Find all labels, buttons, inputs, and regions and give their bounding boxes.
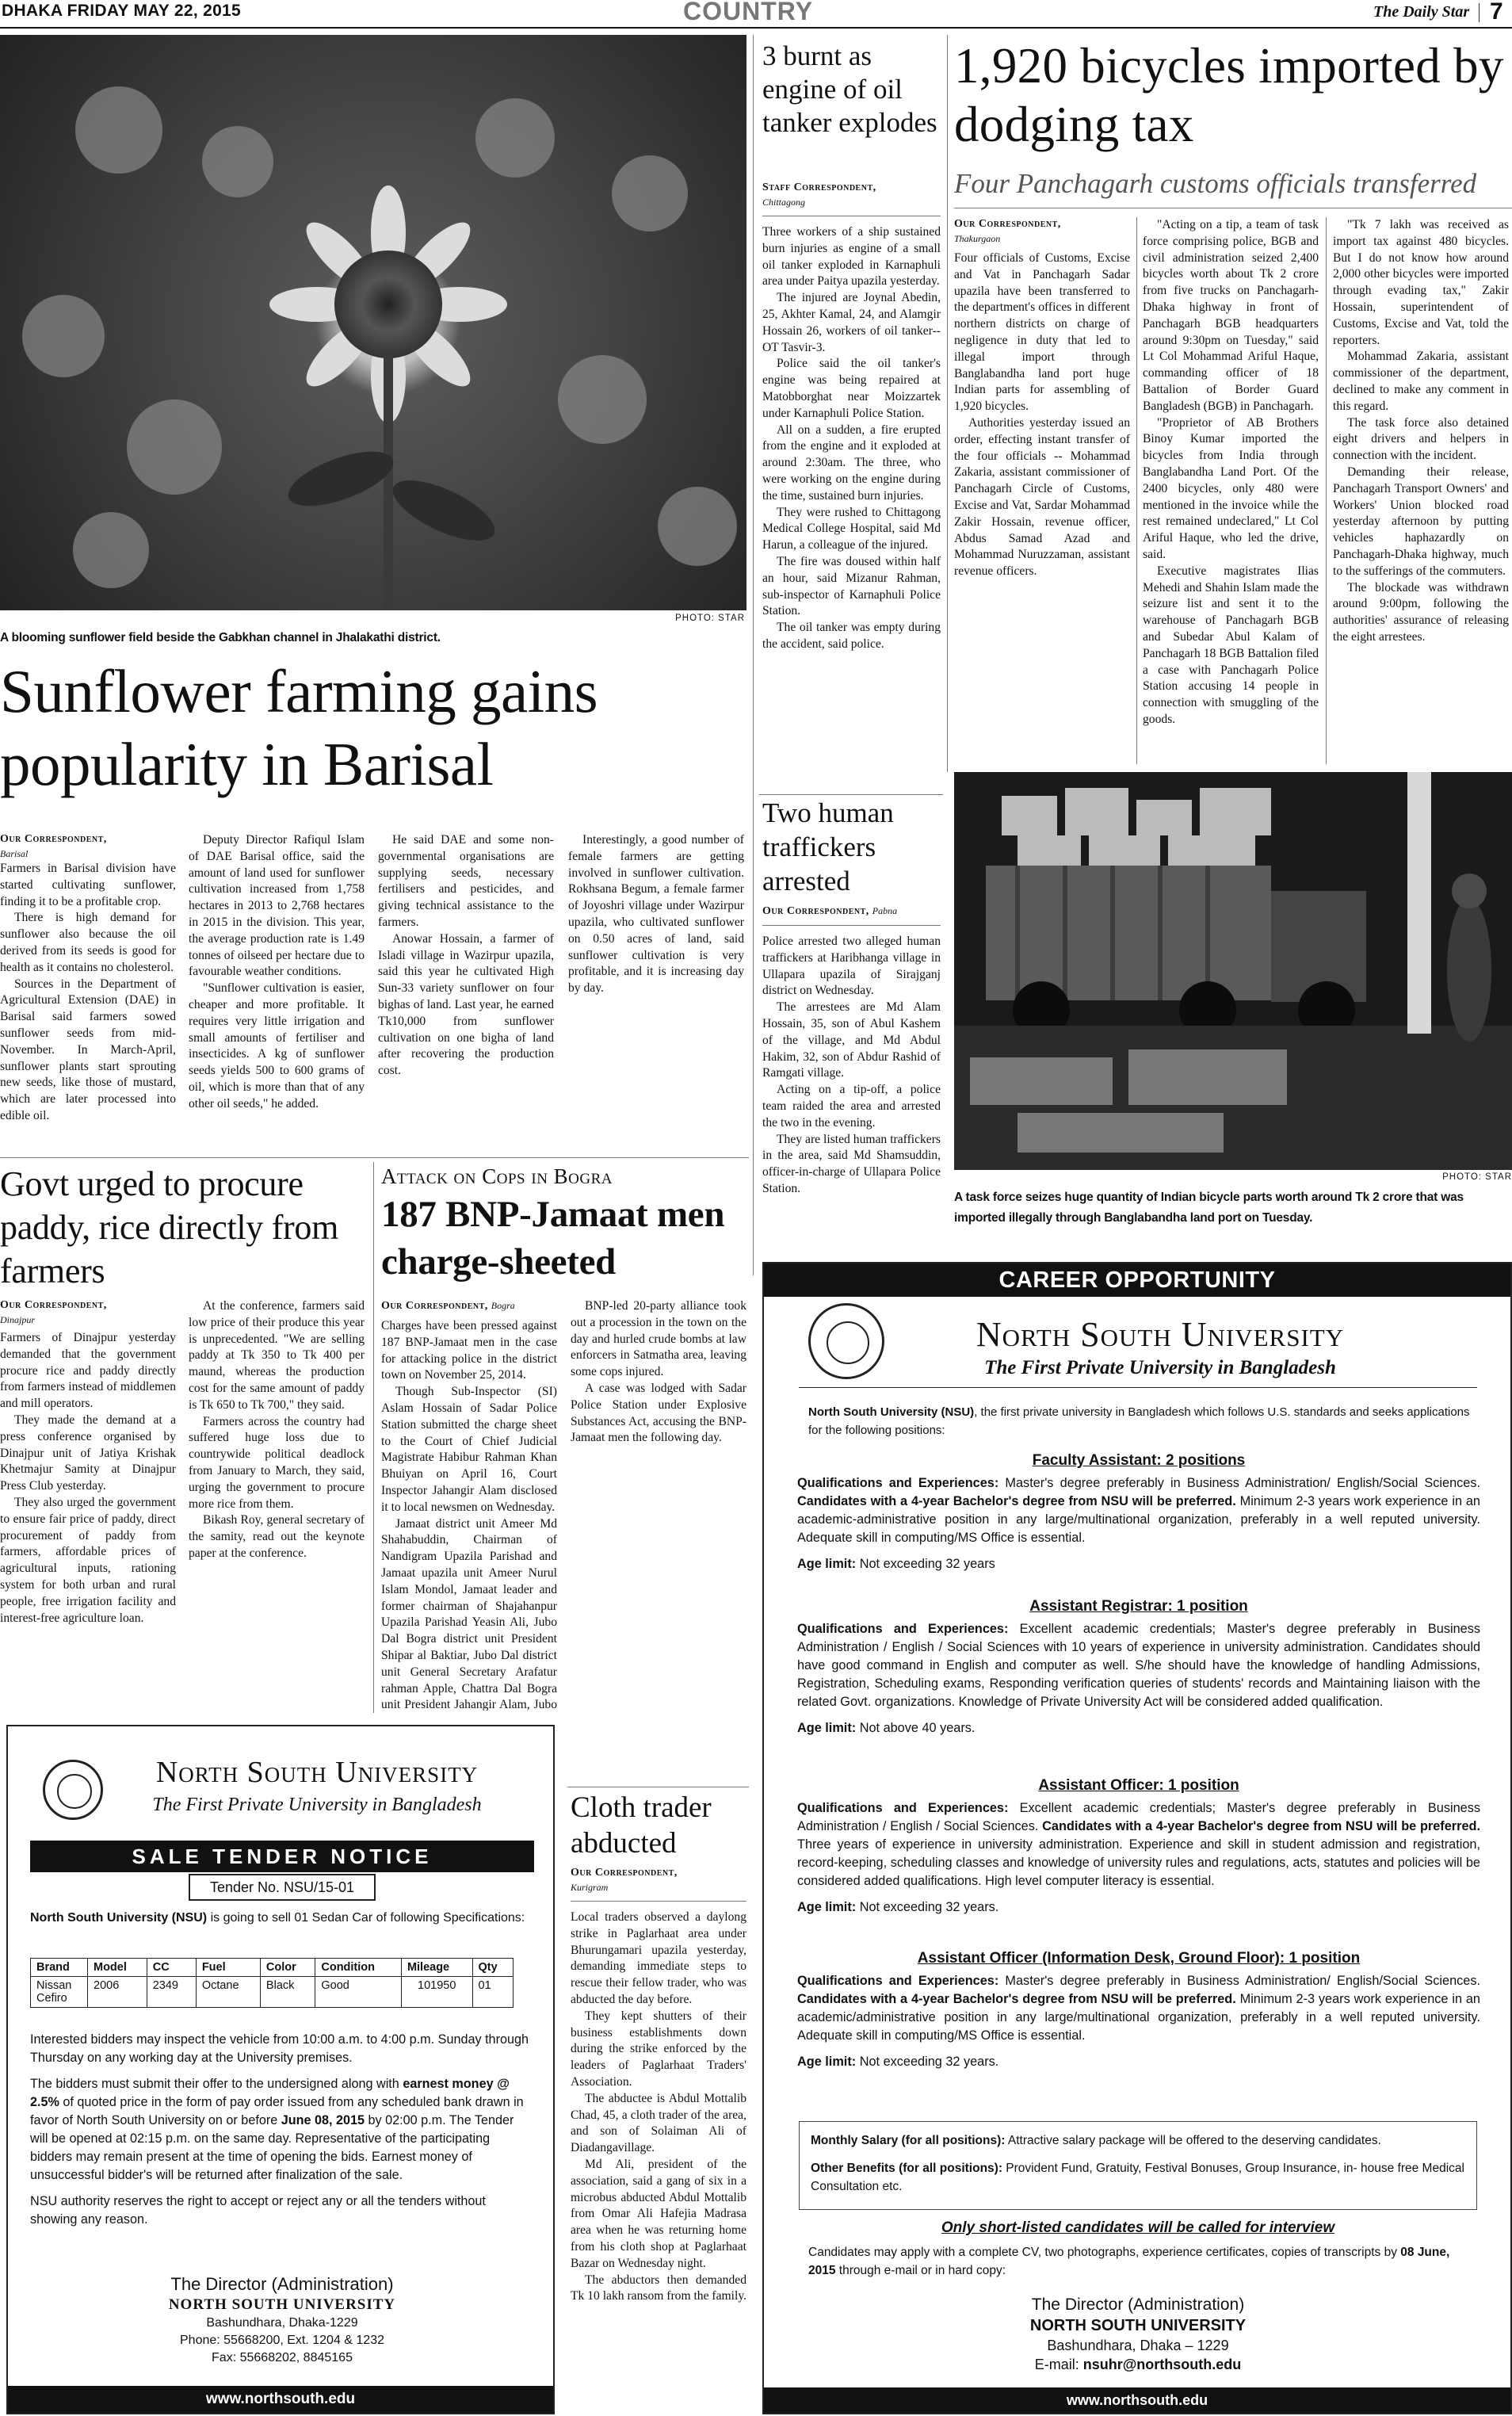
paragraph: Deputy Director Rafiqul Islam of DAE Barisal office, said the amount of land used for sunflower cultivation increased from 1,758 hectares in 2013 to 2,768 hectares in 2015 in the division. This year, the average production rate is 1.49 tonnes of oilseed per hectare due to favourable weather conditions. (189, 833, 365, 979)
benefits-text: Other Benefits (for all positions): Provident Fund, Gratuity, Festival Bonuses, Group Insurance, in- house free Medical Consultation etc. (811, 2162, 1464, 2193)
paragraph: The fire was doused within half an hour, said Mizanur Rahman, sub-inspector of Karnaphuli Police Station. (762, 554, 941, 618)
sunflower-col-4 (568, 832, 744, 1149)
paragraph: Demanding their release, Panchagarh Transport Owners' and Workers' Union blocked road yesterday afternoon by putting vehicles haphazardly on Panchagarh-Dhaka highway, much to the sufferings of the commuters. (1333, 464, 1509, 578)
table-header: Mileage (401, 1959, 472, 1977)
signatory-title: The Director (Administration) (1031, 2296, 1245, 2314)
paragraph: Three workers of a ship sustained burn injuries as engine of a small oil tanker exploded in Karnaphuli area under Paitya upazila yesterday. (762, 225, 941, 289)
cloth-byline: Our Correspondent, Kurigram (571, 1866, 746, 1902)
paragraph: The abductors then demanded Tk 10 lakh ransom from the family. (571, 2273, 746, 2303)
oiltanker-body (762, 181, 941, 791)
cloth-headline: Cloth trader abducted (571, 1791, 712, 1860)
table-cell: 2006 (88, 1977, 147, 2008)
table-cell: Good (315, 1977, 402, 2008)
job-qualifications: Qualifications and Experiences: Excellent academic credentials; Master's degree preferably in Business Administration / English / Social Sciences with 10 years of experience in university administration. Candidates should have good command in English and computer as well. S/he should have the knowledge of handling Admissions, Registration, Scheduling exams, Responding verification queries of students' records and Maintaining liaison with the related Govt. organizations. Knowledge of Private University Act will be considered added qualification. (797, 1622, 1480, 1709)
shortlist-note: Only short-listed candidates will be called for interview (941, 2219, 1335, 2236)
paragraph: "Sunflower cultivation is easier, cheaper and more profitable. It requires very little irrigation and small amounts of fertiliser and insecticides. A kg of sunflower seeds yields 500 to 600 grams of oil, which is more than that of any other oil seeds," he added. (189, 981, 365, 1111)
table-header: CC (147, 1959, 196, 1977)
apply-instructions: Candidates may apply with a complete CV, two photographs, experience certificates, copies of transcripts by 08 June, 2015 through e-mail or in hard copy: (808, 2246, 1450, 2277)
header-rule (799, 1387, 1477, 1388)
column-rule (1326, 217, 1327, 764)
sunflower-headline: Sunflower farming gains popularity in Barisal (0, 657, 598, 798)
tender-signature (30, 2273, 534, 2367)
sunflower-col-2 (189, 832, 365, 1149)
paddy-col-1 (0, 1298, 176, 1711)
truck-illustration (954, 772, 1512, 1170)
bogra-kicker: Attack on Cops in Bogra (381, 1164, 613, 1188)
table-header-row (31, 1959, 514, 1977)
paragraph: They made the demand at a press conference organised by Dinajpur unit of Jatiya Krishak Khetmajur Samity at Dinajpur Press Club yesterday. (0, 1413, 176, 1493)
job-assistant-officer-info-desk (797, 1950, 1480, 2071)
signatory-address: Bashundhara, Dhaka – 1229 (1047, 2338, 1229, 2353)
table-header: Condition (315, 1959, 402, 1977)
nsu-seal (43, 1760, 103, 1820)
column-rule (947, 35, 948, 772)
tender-university-name: North South University (155, 1756, 479, 1789)
nsu-seal (808, 1303, 884, 1379)
tender-inspection-text: Interested bidders may inspect the vehicle from 10:00 a.m. to 4:00 p.m. Sunday through Thursday on any working day at the University premises. (30, 2032, 529, 2065)
paragraph: He said DAE and some non-governmental organisations are supplying seeds, necessary fertilisers and pesticides, and giving technical assistance to the farmers. (378, 833, 554, 929)
paragraph: "Proprietor of AB Brothers Binoy Kumar imported the bicycles from India through Banglabandha Land Port. Of the 2400 bicycles, only 480 were mentioned in the invoice while the rest remained undeclared," Lt Col Ariful Haque, who led the drive, said. (1143, 415, 1319, 561)
bicycles-col-3 (1333, 217, 1509, 772)
sunflower-photo (0, 35, 746, 610)
bicycles-col-2 (1143, 217, 1319, 772)
bicycles-headline: 1,920 bicycles imported by dodging tax (954, 38, 1504, 152)
paragraph: They kept shutters of their business establishments down during the strike enforced by the leaders of Paglarhaat Traders' Association. (571, 2009, 746, 2089)
career-signature (799, 2294, 1477, 2374)
column-rule (753, 35, 754, 1275)
signatory-fax: Fax: 55668202, 8845165 (212, 2351, 353, 2364)
traffickers-body (762, 904, 941, 1278)
bogra-byline: Our Correspondent, Bogra (381, 1300, 515, 1312)
paragraph: A case was lodged with Sadar Police Station under Explosive Substances Act, accusing the BNP-Jamaat men the following day. (571, 1381, 746, 1445)
paragraph: The arrestees are Md Alam Hossain, 35, son of Abul Kashem of the village, and Md Abdul Hakim, 32, son of Abdur Rashid of Ramgati village. (762, 1000, 941, 1080)
sunflower-photo-caption: A blooming sunflower field beside the Gabkhan channel in Jhalakathi district. (0, 631, 441, 644)
paddy-byline: Our Correspondent, Dinajpur (0, 1299, 107, 1325)
page-number: 7 (1490, 0, 1503, 25)
job-title: Assistant Registrar: 1 position (1029, 1598, 1248, 1615)
job-age-limit: Age limit: Not exceeding 32 years. (797, 1900, 999, 1914)
job-age-limit: Age limit: Not exceeding 32 years. (797, 2055, 999, 2069)
signatory-org: NORTH SOUTH UNIVERSITY (168, 2296, 396, 2313)
table-cell: Octane (196, 1977, 260, 2008)
paper-name: The Daily Star (1373, 3, 1470, 21)
tender-submission-text: The bidders must submit their offer to the undersigned along with earnest money @ 2.5% of quoted price in the form of pay order issued from any scheduled bank drawn in favor of North South University on or before June 08, 2015 by 02:00 p.m. The Tender will be opened at 02:15 p.m. on the same day. Representative of the participating bidders may remain present at the time of opening the bids. Earnest money of unsuccessful bidder's will be returned after finalization of the sale. (30, 2077, 524, 2182)
bogra-headline: 187 BNP-Jamaat men charge-sheeted (381, 1194, 725, 1283)
career-banner: CAREER OPPORTUNITY (764, 1263, 1510, 1297)
paragraph: All on a sudden, a fire erupted from the engine and it exploded at around 2:30am. The three, who were working on the engine during the time, sustained burn injuries. (762, 422, 941, 503)
paragraph: Jamaat district unit Ameer Md Shahabuddin, Chairman of Nandigram Upazila Parishad and Jamaat upazila unit Ameer Nurul Islam Mondol, Jamaat leader and former chairman of Shajahanpur Upazila Parishad Yeasin Ali, Jubo Dal Bogra district unit President Shipar al Baktiar, Jubo Dal district unit General Secretary Arafatur rahman Apple, Chattra Dal Bogra unit President Jahangir Alam, Jubo (381, 1516, 557, 1711)
paragraph: Police said the oil tanker's engine was being repaired at Matobborghat near Moizzartek under Karnaphuli Police Station. (762, 357, 941, 420)
table-header: Qty (472, 1959, 514, 1977)
paragraph: Farmers across the country had suffered huge loss due to countrywide political deadlock from January to March, they said, urging the government to procure more rice from them. (189, 1414, 365, 1511)
paragraph: Charges have been pressed against 187 BNP-Jamaat men in the case for attacking police in the district town on November 25, 2014. (381, 1319, 557, 1382)
sunflower-illustration (0, 35, 746, 610)
career-tagline: The First Private University in Bangladesh (984, 1357, 1336, 1378)
paragraph: They are listed human traffickers in the area, said Md Shamsuddin, officer-in-charge of Ullapara Police Station. (762, 1132, 941, 1195)
masthead (0, 0, 1512, 32)
paragraph: Bikash Roy, general secretary of the samity, read out the keynote paper at the conference. (189, 1513, 365, 1560)
job-title: Assistant Officer: 1 position (1038, 1777, 1239, 1794)
career-university-name: North South University (976, 1315, 1345, 1354)
paragraph: The oil tanker was empty during the accident, said police. (762, 621, 941, 651)
paragraph: Sources in the Department of Agricultural Extension (DAE) in Barisal said farmers sowed sunflower seeds from mid-November. In March-April, sunflower plants start sprouting new seeds, like those of mustard, which are later processed into edible oil. (0, 977, 176, 1122)
bogra-col-2 (571, 1298, 746, 1790)
salary-text: Monthly Salary (for all positions): Attractive salary package will be offered to the deserving candidates. (811, 2134, 1381, 2147)
column-rule (373, 1162, 374, 1713)
job-faculty-assistant (797, 1444, 1480, 1573)
truck-photo-credit: PHOTO: STAR (1442, 1172, 1512, 1182)
table-header: Model (88, 1959, 147, 1977)
signatory-org: NORTH SOUTH UNIVERSITY (1029, 2317, 1247, 2334)
bicycles-byline: Our Correspondent, Thakurgaon (954, 218, 1061, 244)
paragraph: They also urged the government to ensure fair price of paddy, direct procurement of paddy from farmers, affordable prices of agricultural inputs, rationing system for both urban and rural people, free irrigation facility and interest-free agriculture loan. (0, 1495, 176, 1625)
truck-photo (954, 772, 1512, 1170)
signatory-title: The Director (Administration) (170, 2274, 394, 2294)
paragraph: The abductee is Abdul Mottalib Chad, 45, a cloth trader of the area, and son of Solaiman Ali of Diadangavillage. (571, 2091, 746, 2155)
paragraph: BNP-led 20-party alliance took out a procession in the town on the day and hurled crude bombs at law enforcers in Satmatha area, leaving some cops injured. (571, 1299, 746, 1379)
career-opportunity-ad (762, 1262, 1512, 2414)
table-row (31, 1977, 514, 2008)
job-qualifications: Qualifications and Experiences: Master's degree preferably in Business Administration/ English/Social Sciences. Candidates with a 4-year Bachelor's degree from NSU will be preferred. Minimum 2-3 years work experience in an academic-administrative position in any large/multinational organization, preferably in a well reputed university. Adequate skill in computing/MS Office is essential. (797, 1476, 1480, 1545)
career-url[interactable]: www.northsouth.edu (764, 2387, 1510, 2413)
job-assistant-officer (797, 1777, 1480, 1917)
paragraph: Anowar Hossain, a farmer of Isladi village in Wazirpur upazila, said this year he cultivated High Sun-33 variety sunflower on four bighas of land. Last year, he earned Tk10,000 from sunflower cultivation on one bigha of land after recovering the production cost. (378, 931, 554, 1078)
truck-photo-caption: A task force seizes huge quantity of Indian bicycle parts worth around Tk 2 crore that was imported illegally through Banglabandha land port on Tuesday. (954, 1191, 1464, 1225)
paragraph: At the conference, farmers said low price of their produce this year is unprecedented. "We are selling paddy at Tk 350 to Tk 400 per maund, whereas the production cost for the same amount of paddy is Tk 650 to Tk 700," they said. (189, 1299, 365, 1412)
traffickers-byline: Our Correspondent, Pabna (762, 904, 941, 926)
job-title: Faculty Assistant: 2 positions (1032, 1452, 1246, 1469)
masthead-rule (0, 27, 1512, 29)
paragraph: There is high demand for sunflower also because the oil derived from its seeds is good for health as it contains no cholesterol. (0, 911, 176, 974)
section-title: COUNTRY (683, 0, 814, 25)
paragraph: Though Sub-Inspector (SI) Aslam Hossain of Sadar Police Station submitted the charge sheet to the Court of Chief Judicial Magistrate Habibur Rahman Khan Bhuiyan on April 16, Court Inspector Jahangir Alam disclosed it to local newsmen on Wednesday. (381, 1385, 557, 1514)
oiltanker-byline: Staff Correspondent, Chittagong (762, 181, 941, 216)
paragraph: Executive magistrates Ilias Mehedi and Shahin Islam made the seizure list and sent it to the warehouse of Panchagarh BGB and Subedar Abul Kalam of Panchagarh 18 BGB Battalion filed a case with Panchagarh Police Station accusing 14 people in connection with smuggling of the goods. (1143, 564, 1319, 726)
paddy-headline: Govt urged to procure paddy, rice directly from farmers (0, 1164, 339, 1290)
column-rule (1136, 217, 1137, 764)
paragraph: The injured are Joynal Abedin, 25, Akhter Kamal, 24, and Alamgir Hossain 26, workers of oil tanker-- OT Tasvir-3. (762, 291, 941, 354)
paragraph: Acting on a tip-off, a police team raided the area and arrested the two in the evening. (762, 1083, 941, 1130)
job-assistant-registrar (797, 1598, 1480, 1737)
table-cell: Nissan Cefiro (31, 1977, 88, 2008)
paddy-col-2 (189, 1298, 365, 1711)
bicycles-col-1 (954, 217, 1130, 772)
email-link[interactable]: nsuhr@northsouth.edu (1082, 2357, 1242, 2372)
job-title: Assistant Officer (Information Desk, Ground Floor): 1 position (917, 1950, 1361, 1967)
tender-url[interactable]: www.northsouth.edu (8, 2386, 553, 2413)
car-spec-table (30, 1958, 514, 2008)
tender-tagline: The First Private University in Bangladesh (152, 1795, 482, 1815)
job-age-limit: Age limit: Not above 40 years. (797, 1721, 976, 1735)
tender-notice-ad (6, 1725, 555, 2414)
table-header: Fuel (196, 1959, 260, 1977)
paragraph: Four officials of Customs, Excise and Vat in Panchagarh Sadar upazila have been transferred to the department's offices in different northern districts on charge of negligence in duty that led to illegal import through Banglabandha land port huge Indian parts for assembling of 1,920 bicycles. (954, 251, 1130, 414)
bicycles-subhead: Four Panchagarh customs officials transferred (954, 168, 1477, 199)
tender-intro: North South University (NSU) is going to sell 01 Sedan Car of following Specifications: (30, 1911, 525, 1925)
job-qualifications: Qualifications and Experiences: Excellent academic credentials; Master's degree preferably in Business Administration / English / Social Sciences. Candidates with a 4-year Bachelor's degree from NSU will be preferred. Three years of experience in university administration. Experience and skill in student admission and registration, record-keeping, scheduling classes and knowledge of university rules and regulations, acts, statutes and policies will be considered added qualifications. High level computer literacy is essential. (797, 1801, 1480, 1888)
signatory-email: E-mail: nsuhr@northsouth.edu (1034, 2357, 1242, 2372)
paragraph: Mohammad Zakaria, assistant commissioner of the department, declined to make any comment in this regard. (1333, 350, 1509, 413)
table-header: Brand (31, 1959, 88, 1977)
career-benefits-box (799, 2121, 1477, 2210)
sunflower-byline: Our Correspondent, Barisal (0, 833, 107, 859)
tender-reserve-text: NSU authority reserves the right to accept or reject any or all the tenders without showing any reason. (30, 2194, 486, 2227)
traffickers-headline: Two human traffickers arrested (762, 797, 894, 896)
signatory-phone: Phone: 55668200, Ext. 1204 & 1232 (180, 2334, 384, 2347)
table-cell: Black (260, 1977, 315, 2008)
paragraph: The blockade was withdrawn around 9:00pm, following the authorities' assurance of releasing the eight arrestees. (1333, 580, 1509, 644)
table-header: Color (260, 1959, 315, 1977)
paragraph: Authorities yesterday issued an order, effecting instant transfer of the four officials -- Mohammad Zakaria, assistant commissioner of Panchagarh Circle of Customs, Excise and Vat, Sardar Mohammad Zakir Hossain, revenue officer, Abdus Samad Azad and Mohammad Nuruzzaman, assistant revenue officers. (954, 415, 1130, 579)
paragraph: "Tk 7 lakh was received as import tax against 480 bicycles. But I do not know how around 2,000 other bicycles were imported through evading tax," Zakir Hossain, superintendent of Customs, Excise and Vat, told the reporters. (1333, 218, 1509, 347)
paragraph: Interestingly, a good number of female farmers are getting involved in sunflower cultivation. Rokhsana Begum, a female farmer of Joyoshri village under Wazirpur upazila, who cultivated sunflower on 0.50 acres of land, said sunflower cultivation is very profitable, and it is increasing day by day. (568, 833, 744, 996)
paragraph: Farmers in Barisal division have started cultivating sunflower, finding it to be a profitable crop. (0, 862, 176, 908)
tender-body (30, 2031, 534, 2229)
job-age-limit: Age limit: Not exceeding 32 years (797, 1557, 995, 1571)
paragraph: "Acting on a tip, a team of task force comprising police, BGB and civil administration seized 2,400 bicycles worth about Tk 2 crore from five trucks on Panchagarh-Dhaka highway in front of Panchagarh BGB headquarters around 9:30pm on Tuesday," said Lt Col Mohammad Ariful Haque, commanding officer of 18 Battalion of Border Guard Bangladesh (BGB) in Panchagarh. (1143, 218, 1319, 413)
sunflower-col-1 (0, 832, 176, 1149)
signatory-address: Bashundhara, Dhaka-1229 (206, 2316, 358, 2330)
masthead-date: DHAKA FRIDAY MAY 22, 2015 (2, 2, 242, 20)
career-intro: North South University (NSU), the first private university in Bangladesh which follows U.S. standards and seeks applications for the following positions: (808, 1405, 1470, 1437)
job-qualifications: Qualifications and Experiences: Master's degree preferably in Business Administration/ English/Social Sciences. Candidates with a 4-year Bachelor's degree from NSU will be preferred. Minimum 2-3 years work experience in an academic/administrative position in any large/multinational organization, preferably in a well reputed university. Adequate skill in computing/MS Office is essential. (797, 1974, 1480, 2043)
paragraph: The task force also detained eight drivers and helpers in connection with the incident. (1333, 415, 1509, 463)
paragraph: Police arrested two alleged human traffickers at Haribhanga village in Ullapara upazila of Sirajganj district on Wednesday. (762, 935, 941, 998)
section-rule (0, 1157, 749, 1158)
sunflower-photo-credit: PHOTO: STAR (675, 614, 745, 623)
bogra-col-1 (381, 1298, 557, 1711)
table-cell: 01 (472, 1977, 514, 2008)
paragraph: Local traders observed a daylong strike in Paglarhaat area under Bhurungamari upazila yesterday, demanding immediate steps to rescue their fellow trader, who was abducted the day before. (571, 1910, 746, 2006)
paragraph: They were rushed to Chittagong Medical College Hospital, said Md Harun, a colleague of the injured. (762, 505, 941, 552)
section-rule (759, 794, 943, 795)
tender-number: Tender No. NSU/15-01 (189, 1874, 376, 1901)
table-cell: 101950 (401, 1977, 472, 2008)
cloth-body (571, 1866, 746, 2416)
sunflower-col-3 (378, 832, 554, 1149)
paragraph: Farmers of Dinajpur yesterday demanded that the government procure rice and paddy directly from farmers instead of middlemen and mill operators. (0, 1331, 176, 1411)
oiltanker-headline: 3 burnt as engine of oil tanker explodes (762, 40, 937, 138)
table-cell: 2349 (147, 1977, 196, 2008)
paragraph: Md Ali, president of the association, said a gang of six in a microbus abducted Abdul Mottalib from Omar Ali Hafejia Madrasa area when he was returning home from his cloth shop at Paglarhaat Bazar on Wednesday night. (571, 2157, 746, 2270)
tender-banner: SALE TENDER NOTICE (30, 1841, 534, 1872)
page-number-divider (1479, 3, 1480, 22)
